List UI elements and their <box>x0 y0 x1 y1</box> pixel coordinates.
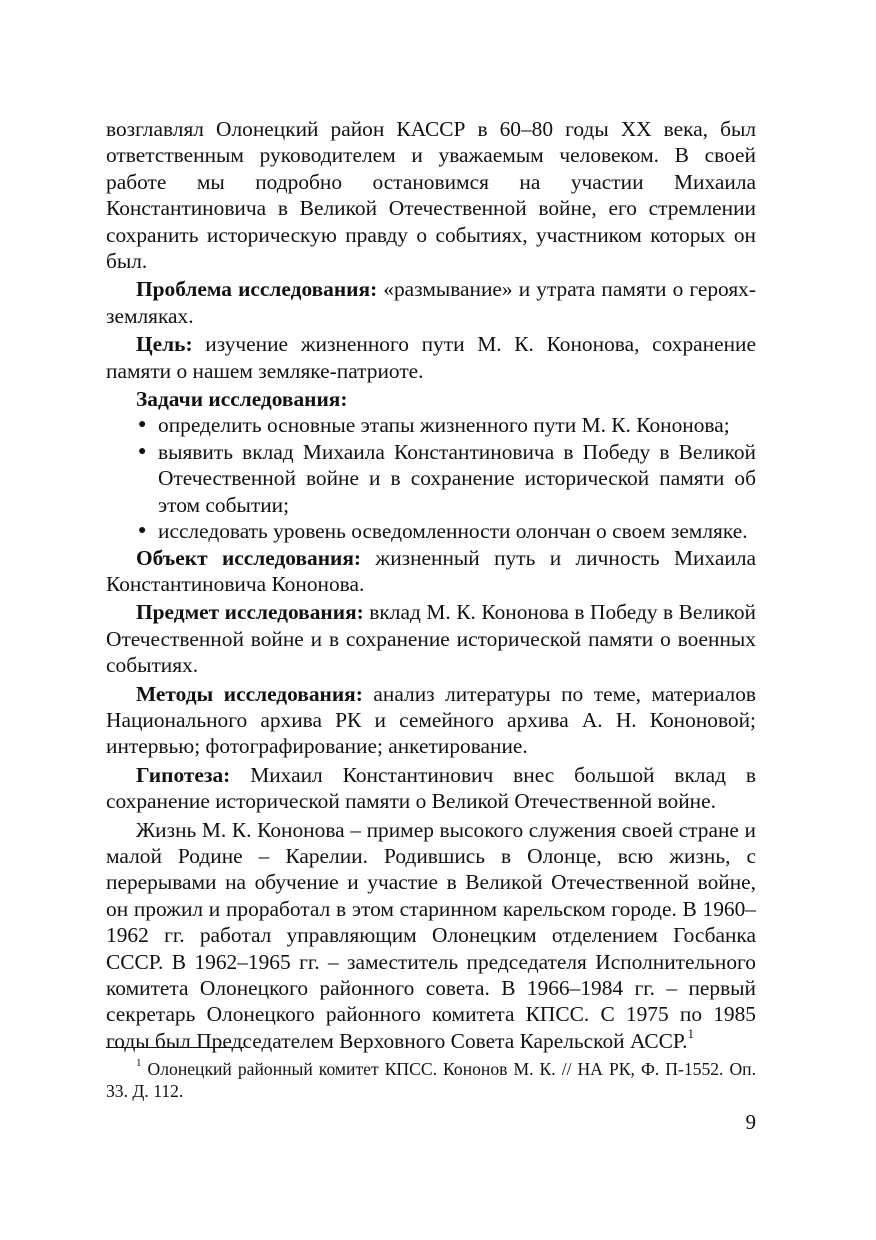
tasks-list <box>106 412 756 544</box>
list-item <box>106 412 756 438</box>
footnote-mark: 1 <box>136 1057 142 1070</box>
object-label: Объект исследования: <box>136 545 362 570</box>
hypothesis-label: Гипотеза: <box>136 762 231 787</box>
subject-label: Предмет исследования: <box>136 600 364 625</box>
intro-paragraph: возглавлял Олонецкий район КАССР в 60–80 годы XX века, был ответственным руководителем и уважаемым человеком. В своей работе мы подробно остановимся на участии Михаила Константиновича в Великой Отечественной войне, его стремлении сохранить историческую правду о событиях, участником которых он был. <box>106 117 756 274</box>
problem-paragraph <box>106 276 756 329</box>
tasks-label: Задачи исследования: <box>136 387 348 412</box>
bullet-icon: ● <box>138 443 147 459</box>
object-text: жизненный путь и личность Михаила Константиновича Кононова. <box>106 545 757 596</box>
hypothesis-text: Михаил Константинович внес большой вклад в сохранение исторической памяти о Великой Отечественной войне. <box>106 762 756 814</box>
goal-text: изучение жизненного пути М. К. Кононова, сохранение памяти о нашем земляке-патриоте. <box>106 332 756 383</box>
task-text: определить основные этапы жизненного пути М. К. Кононова; <box>158 413 730 438</box>
list-item <box>106 518 756 544</box>
task-text: выявить вклад Михаила Константиновича в Победу в Великой Отечественной войне и в сохранение исторической памяти об этом событии; <box>158 439 756 517</box>
page-body <box>106 116 756 1054</box>
tasks-heading <box>106 386 756 412</box>
footnote-reference[interactable]: 1 <box>687 1025 694 1041</box>
footnote-text: Олонецкий районный комитет КПСС. Кононов М. К. // НА РК, Ф. П-1552. Оп. 33. Д. 112. <box>106 1059 756 1101</box>
subject-paragraph <box>106 599 756 678</box>
footnote-divider <box>106 1047 244 1048</box>
bio-text: Жизнь М. К. Кононова – пример высокого служения своей стране и малой Родине – Карелии. Родившись в Олонце, всю жизнь, с перерывами на обучение и участие в Великой Отечественной войне, он прожил и проработал в этом старинном карельском городе. В 1960–1962 гг. работал управляющим Олонецким отделением Госбанка СССР. В 1962–1965 гг. – заместитель председателя Исполнительного комитета Олонецкого районного совета. В 1966–1984 гг. – первый секретарь Олонецкого районного комитета КПСС. С 1975 по 1985 годы был Председателем Верховного Совета Карельской АССР. <box>106 817 756 1053</box>
subject-text: вклад М. К. Кононова в Победу в Великой Отечественной войне и в сохранение исторической памяти о военных событиях. <box>106 600 756 678</box>
methods-label: Методы исследования: <box>136 681 363 706</box>
problem-label: Проблема исследования: <box>136 277 378 302</box>
bio-paragraph <box>106 817 756 1055</box>
problem-text: «размывание» и утрата памяти о героях-земляках. <box>106 277 756 328</box>
bullet-icon: ● <box>138 523 147 539</box>
goal-paragraph <box>106 331 756 384</box>
object-paragraph <box>106 545 756 598</box>
methods-text: анализ литературы по теме, материалов Национального архива РК и семейного архива А. Н. Кононовой; интервью; фотографирование; анкетирование. <box>106 681 756 759</box>
bullet-icon: ● <box>138 417 147 433</box>
list-item <box>106 439 756 518</box>
hypothesis-paragraph <box>106 762 756 815</box>
page-number: 9 <box>745 1110 756 1134</box>
methods-paragraph <box>106 681 756 760</box>
footnote <box>106 1058 756 1102</box>
goal-label: Цель: <box>136 332 193 357</box>
task-text: исследовать уровень осведомленности олончан о своем земляке. <box>158 519 748 544</box>
